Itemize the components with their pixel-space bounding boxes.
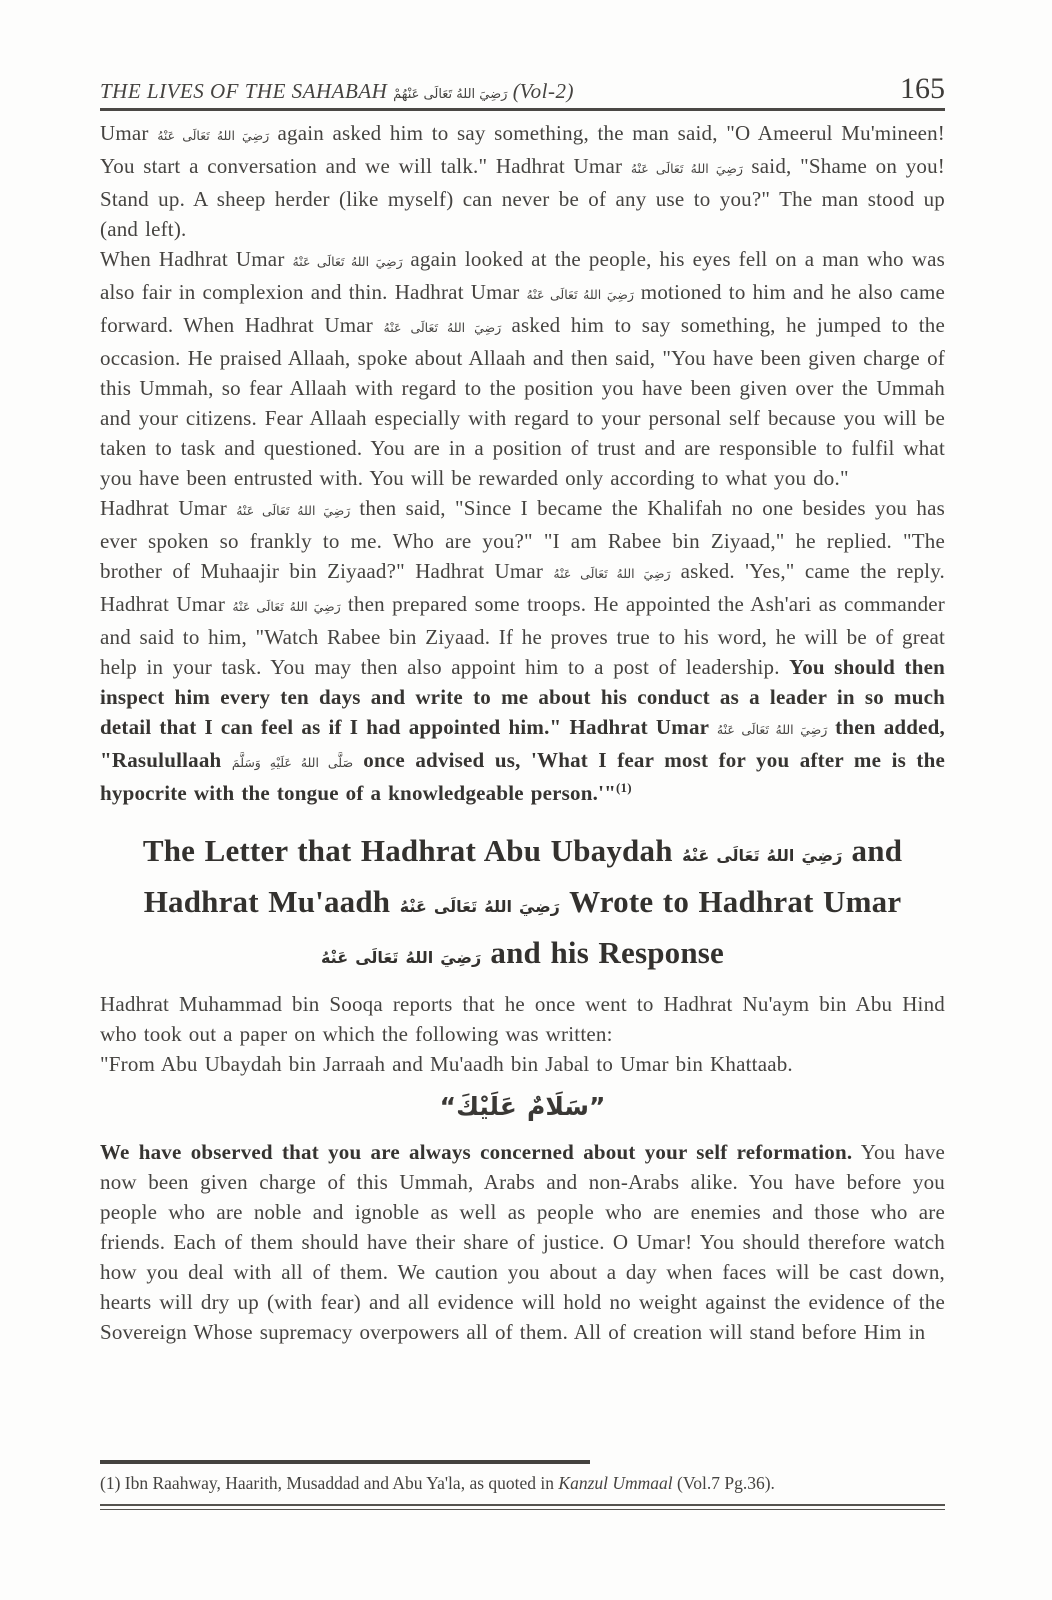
book-title: THE LIVES OF THE SAHABAH [100,79,388,103]
arabic-greeting: “سَلَامٌ عَلَيْكَ” [439,1092,606,1121]
radiallahu-anhum-honorific: رَضِيَ اللهُ تَعَالَى عَنْهُمْ [393,87,508,102]
paragraph [100,244,945,493]
radiallahu-anhu-honorific: رَضِيَ اللهُ تَعَالَى عَنْهُ [716,722,828,737]
radiallahu-anhu-honorific: رَضِيَ اللهُ تَعَالَى عَنْهُ [292,254,403,269]
footnote-separator [100,1460,590,1464]
volume-label: (Vol-2) [512,79,574,103]
text-run: Hadhrat Muhammad bin Sooqa reports that he once went to Hadhrat Nu'aym bin Abu Hind who took out a paper on which the following was written: [100,992,945,1046]
radiallahu-anhu-honorific: رَضِيَ اللهُ تَعَالَى عَنْهُ [682,846,843,865]
text-run: once advised us, 'What I fear most for you after me is the hypocrite with the tongue of a knowledgeable person.'" [100,748,946,805]
radiallahu-anhu-honorific: رَضِيَ اللهُ تَعَالَى عَنْهُ [236,503,351,518]
body-text [100,118,945,1347]
text-run: We have observed that you are always concerned about your self reformation. [100,1140,853,1164]
radiallahu-anhu-honorific: رَضِيَ اللهُ تَعَالَى عَنْهُ [553,566,671,581]
text-run: "From Abu Ubaydah bin Jarraah and Mu'aadh bin Jabal to Umar bin Khattaab. [100,1052,793,1076]
book-title-line [100,79,574,104]
page-content [100,74,945,1347]
radiallahu-anhu-honorific: رَضِيَ اللهُ تَعَالَى عَنْهُ [526,287,634,302]
radiallahu-anhu-honorific: رَضِيَ اللهُ تَعَالَى عَنْهُ [232,599,341,614]
page-number: 165 [900,72,945,105]
text-run: Hadhrat Mu'aadh [143,884,400,919]
radiallahu-anhu-honorific: رَضِيَ اللهُ تَعَالَى عَنْهُ [399,897,560,916]
sallallahu-alayhi-wasallam-honorific: صَلَّى اللهُ عَلَيْهِ وَسَلَّمَ [231,755,354,770]
text-run: Wrote to Hadhrat Umar [559,884,902,919]
text-run: You should then inspect him every ten days and write to me about his conduct as a leader in so much detail that I can feel as if I had appointed him." Hadhrat Umar [100,655,945,739]
text-run: again looked at the people, his eyes fell on a man who was also fair in complexion and thin. Hadhrat Umar [100,247,945,304]
text-run: When Hadhrat Umar [100,247,293,271]
text-run: Kanzul Ummaal [558,1473,673,1493]
text-run: Hadhrat Umar [100,496,237,520]
paragraph [100,118,945,244]
page-header [100,74,945,111]
text-run: again asked him to say something, the man said, "O Ameerul Mu'mineen! You start a conversation and we will talk." Hadhrat Umar [100,121,946,178]
text-run: said, "Shame on you! Stand up. A sheep herder (like myself) can never be of any use to you?" The man stood up (and left). [100,154,945,241]
page-bottom-rule [100,1504,945,1510]
paragraph [100,989,945,1049]
text-run: and [842,833,903,868]
radiallahu-anhu-honorific: رَضِيَ اللهُ تَعَالَى عَنْهُ [157,128,270,143]
text-run: Umar [100,121,158,145]
text-run: The Letter that Hadhrat Abu Ubaydah [142,833,683,868]
section-heading [100,828,945,981]
text-run: asked him to say something, he jumped to the occasion. He praised Allaah, spoke about Allaah and then said, "You have been given charge of this Ummah, so fear Allaah with regard to the position you have been given over the Ummah and your citizens. Fear Allaah especially with regard to your personal self because you will be taken to task and questioned. You are in a position of trust and are responsible to fulfil what you have been entrusted with. You will be rewarded only according to what you do." [100,313,945,490]
paragraph [100,493,945,808]
text-run: then prepared some troops. He appointed the Ash'ari as commander and said to him, "Watch Rabee bin Ziyaad. If he proves true to his word, he will be of great help in your task. You may then also appoint him to a post of leadership. [100,592,945,679]
paragraph [100,1049,945,1079]
footnote-reference: (1) [615,780,632,795]
text-run: then said, "Since I became the Khalifah no one besides you has ever spoken so frankly to me. Who are you?" "I am Rabee bin Ziyaad," he replied. "The brother of Muhaajir bin Ziyaad?" Hadhrat Umar [100,496,945,583]
text-run: then added, "Rasulullaah [100,715,945,772]
radiallahu-anhu-honorific: رَضِيَ اللهُ تَعَالَى عَنْهُ [383,320,502,335]
radiallahu-anhu-honorific: رَضِيَ اللهُ تَعَالَى عَنْهُ [320,948,482,967]
paragraph [100,1137,945,1347]
footnote-area [100,1460,945,1510]
footnote [100,1471,945,1495]
radiallahu-anhu-honorific: رَضِيَ اللهُ تَعَالَى عَنْهُ [630,161,743,176]
section-heading-line [100,828,945,879]
text-run: asked. 'Yes," came the reply. Hadhrat Umar [100,559,945,616]
section-heading-line [100,930,945,981]
text-run: (1) Ibn Raahway, Haarith, Musaddad and Abu Ya'la, as quoted in [100,1473,559,1493]
section-heading-line [100,879,945,930]
text-run: and his Response [481,935,725,970]
text-run: You have now been given charge of this Ummah, Arabs and non-Arabs alike. You have before you people who are noble and ignoble as well as people who are enemies and those who are friends. Each of them should have their share of justice. O Umar! You should therefore watch how you deal with all of them. We caution you about a day when faces will be cast down, hearts will dry up (with fear) and all evidence will hold no weight against the evidence of the Sovereign Whose supremacy overpowers all of them. All of creation will stand before Him in [100,1140,945,1344]
text-run: (Vol.7 Pg.36). [672,1473,775,1493]
text-run: motioned to him and he also came forward. When Hadhrat Umar [100,280,946,337]
